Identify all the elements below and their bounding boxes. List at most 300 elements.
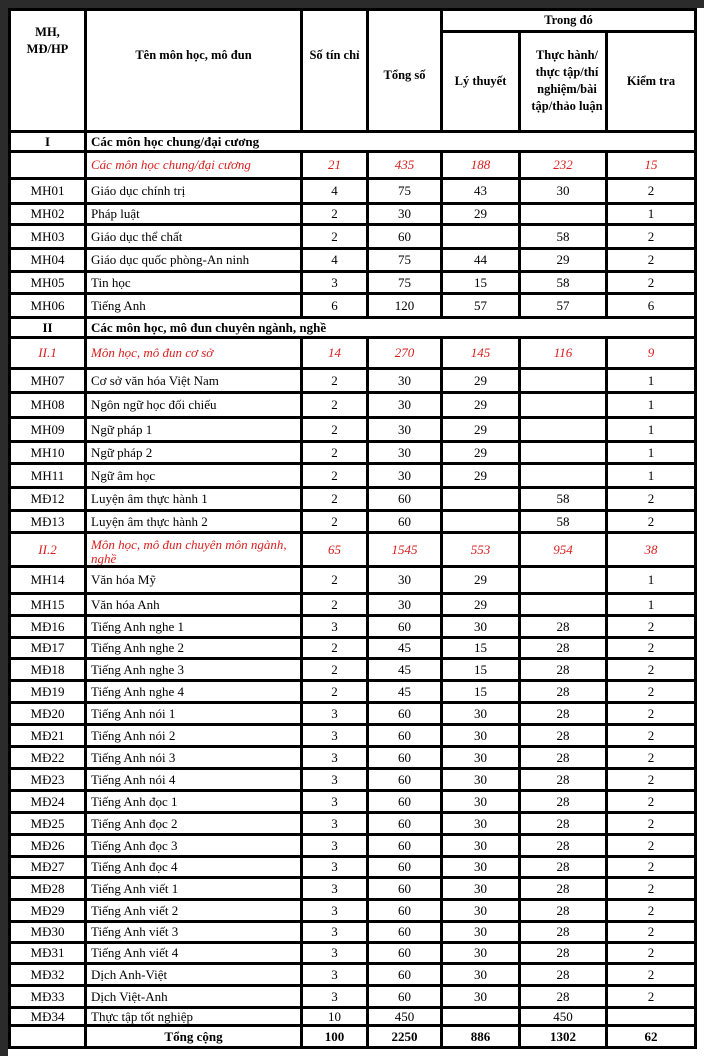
row-exam: 9 (647, 345, 655, 360)
row-theory: 553 (470, 541, 491, 557)
grid-line (605, 565, 608, 595)
grid-line (8, 1024, 697, 1027)
row-name: Môn học, mô đun chuyên môn ngành, nghề (91, 537, 287, 566)
row-name: Văn hóa Mỹ (91, 572, 156, 587)
row-theory: 29 (474, 444, 487, 460)
grid-line (440, 531, 443, 568)
row-practice: 28 (556, 618, 570, 634)
row-credits: 2 (331, 513, 338, 529)
row-total-hours: 75 (398, 183, 411, 198)
grid-line (8, 531, 697, 534)
grid-line (440, 292, 443, 319)
grid-line (605, 462, 608, 489)
row-exam: 2 (647, 491, 655, 506)
grid-line (8, 367, 697, 370)
row-theory: 30 (474, 988, 487, 1004)
row-code: MĐ26 (30, 837, 65, 853)
row-code: MH11 (30, 467, 65, 483)
grid-line (300, 416, 303, 443)
grid-line (366, 531, 369, 568)
row-code: II.2 (38, 541, 57, 557)
header-credits: Số tín chỉ (309, 47, 360, 62)
row-exam: 2 (647, 513, 655, 529)
row-name: Tiếng Anh đọc 2 (91, 815, 178, 831)
grid-line (366, 336, 369, 370)
row-credits: 4 (331, 183, 338, 198)
row-code: MĐ17 (30, 640, 65, 655)
row-total-hours: 45 (398, 661, 411, 677)
row-credits: 3 (331, 859, 338, 874)
row-theory: 30 (474, 749, 487, 765)
row-theory: 44 (474, 252, 487, 267)
grid-line (440, 391, 443, 419)
row-credits: 2 (331, 372, 338, 388)
row-theory (443, 1008, 518, 1024)
row-code: II.1 (38, 345, 57, 360)
row-total-hours: 30 (398, 467, 411, 483)
row-practice: 29 (556, 252, 570, 267)
grid-line (440, 416, 443, 443)
row-exam: 2 (647, 988, 655, 1004)
grid-line (366, 565, 369, 595)
row-practice: 28 (556, 705, 570, 721)
row-practice: 28 (556, 640, 570, 655)
row-total-hours: 2250 (391, 1028, 418, 1044)
row-name: Các môn học chung/đại cương (91, 157, 251, 172)
row-total-hours: 60 (398, 837, 411, 853)
grid-line (605, 292, 608, 319)
row-total-hours: 60 (398, 924, 411, 939)
row-total-hours: 60 (398, 749, 411, 765)
grid-line (8, 855, 697, 858)
row-name: Tiếng Anh đọc 4 (91, 859, 178, 874)
row-practice: 28 (556, 815, 570, 831)
row-credits: 3 (331, 793, 338, 809)
row-theory: 29 (474, 372, 487, 388)
row-practice (521, 393, 605, 416)
row-name: Giáo dục thể chất (91, 228, 183, 244)
row-theory: 57 (474, 297, 487, 313)
row-exam: 2 (647, 966, 655, 982)
row-code: MH02 (30, 206, 65, 221)
grid-line (8, 223, 697, 226)
row-code: II (42, 319, 53, 335)
row-total-hours: 75 (398, 274, 411, 290)
row-practice: 57 (556, 297, 570, 313)
grid-line (300, 531, 303, 568)
grid-line (518, 30, 521, 130)
row-name: Tiếng Anh nghe 3 (91, 661, 185, 677)
row-exam: 2 (647, 859, 655, 874)
row-exam: 2 (647, 815, 655, 831)
grid-line (300, 336, 303, 370)
grid-line (366, 177, 369, 205)
row-name: Ngữ âm học (91, 467, 156, 483)
row-exam: 2 (647, 749, 655, 765)
grid-line (8, 767, 697, 770)
grid-line (8, 202, 697, 205)
row-credits: 3 (331, 966, 338, 982)
row-credits: 2 (331, 467, 338, 483)
grid-line (366, 292, 369, 319)
row-practice (521, 442, 605, 462)
row-code: MĐ23 (30, 771, 65, 787)
grid-line (8, 636, 697, 639)
grid-line (518, 223, 521, 250)
grid-line (8, 920, 697, 923)
row-total-hours: 60 (398, 815, 411, 831)
row-code (11, 1026, 84, 1046)
row-credits: 3 (331, 902, 338, 918)
row-exam: 2 (647, 924, 655, 939)
row-exam: 2 (647, 618, 655, 634)
row-name: Tiếng Anh nói 3 (91, 749, 176, 765)
row-exam: 2 (647, 661, 655, 677)
grid-line (8, 941, 697, 944)
row-practice (521, 464, 605, 486)
row-code: MH01 (30, 183, 65, 198)
row-number-gutter (0, 0, 8, 1056)
grid-line (8, 391, 697, 394)
row-code: MĐ31 (30, 945, 65, 960)
row-section-title: Các môn học, mô đun chuyên ngành, nghề (91, 319, 327, 335)
row-practice: 28 (556, 661, 570, 677)
row-total-hours: 30 (398, 444, 411, 460)
row-exam: 62 (644, 1028, 658, 1044)
row-name: Dịch Việt-Anh (91, 988, 168, 1004)
row-code: MĐ33 (30, 988, 65, 1004)
grid-line (8, 270, 697, 273)
row-total-hours: 75 (398, 252, 411, 267)
grid-line (605, 367, 608, 394)
row-theory: 188 (470, 157, 491, 172)
grid-line (8, 701, 697, 704)
row-code: MĐ32 (30, 966, 65, 982)
row-theory: 886 (470, 1028, 491, 1044)
row-code: MH06 (30, 297, 65, 313)
grid-line (300, 462, 303, 489)
row-theory: 29 (474, 206, 487, 221)
row-name: Tiếng Anh viết 1 (91, 880, 179, 896)
grid-line (84, 8, 87, 1049)
row-credits: 2 (331, 491, 338, 506)
row-total-hours: 60 (398, 705, 411, 721)
row-total-hours: 60 (398, 727, 411, 743)
grid-line (8, 811, 697, 814)
row-name: Tiếng Anh nói 4 (91, 771, 176, 787)
grid-line (8, 614, 697, 617)
row-code: MĐ12 (30, 491, 65, 506)
row-theory: 15 (474, 640, 487, 655)
row-credits: 3 (331, 705, 338, 721)
row-code: MĐ19 (30, 683, 65, 699)
row-credits: 3 (331, 945, 338, 960)
row-exam: 1 (647, 596, 655, 612)
grid-line (694, 8, 697, 1049)
row-theory: 145 (470, 345, 491, 360)
grid-line (8, 336, 697, 339)
row-total-hours: 435 (394, 157, 415, 172)
row-credits: 2 (331, 206, 338, 221)
row-total-hours: 30 (398, 421, 411, 437)
row-practice: 28 (556, 859, 570, 874)
row-total-hours: 1545 (391, 541, 418, 557)
row-theory: 29 (474, 572, 487, 587)
row-total-hours: 450 (394, 1008, 415, 1024)
row-practice: 954 (553, 541, 573, 557)
row-code: MĐ13 (30, 513, 65, 529)
grid-line (300, 367, 303, 394)
row-name: Tiếng Anh đọc 3 (91, 837, 178, 853)
row-practice: 28 (556, 771, 570, 787)
grid-line (300, 8, 303, 130)
row-total-hours: 60 (398, 859, 411, 874)
row-code: MĐ18 (30, 661, 65, 677)
grid-line (605, 391, 608, 419)
grid-line (366, 150, 369, 180)
row-exam: 2 (647, 683, 655, 699)
row-theory: 30 (474, 837, 487, 853)
row-total-hours: 60 (398, 988, 411, 1004)
row-theory: 30 (474, 924, 487, 939)
row-code: MH15 (30, 596, 65, 612)
row-total-hours: 30 (398, 372, 411, 388)
grid-line (366, 223, 369, 250)
row-exam: 2 (647, 945, 655, 960)
row-exam: 2 (647, 640, 655, 655)
row-name: Giáo dục chính trị (91, 183, 186, 198)
grid-line (366, 416, 369, 443)
row-practice: 1302 (550, 1028, 576, 1044)
grid-line (605, 30, 608, 130)
row-practice: 58 (556, 274, 570, 290)
row-name: Tiếng Anh viết 3 (91, 924, 179, 939)
row-theory: 30 (474, 815, 487, 831)
grid-line (605, 150, 608, 180)
grid-line (518, 150, 521, 180)
row-total-hours: 60 (398, 771, 411, 787)
row-total-hours: 30 (398, 572, 411, 587)
row-theory: 30 (474, 966, 487, 982)
row-total-hours: 60 (398, 491, 411, 506)
grid-line (8, 509, 697, 512)
row-credits: 3 (331, 618, 338, 634)
row-credits: 21 (328, 157, 341, 172)
grid-line (8, 1046, 697, 1049)
grid-line (8, 462, 697, 465)
row-code: I (44, 133, 51, 149)
row-exam: 1 (647, 467, 655, 483)
row-exam: 2 (647, 837, 655, 853)
row-code: MH03 (30, 228, 65, 244)
row-name: Ngữ pháp 2 (91, 444, 153, 460)
row-practice (521, 369, 605, 391)
grid-line (440, 462, 443, 489)
row-theory: 30 (474, 880, 487, 896)
row-credits: 3 (331, 749, 338, 765)
row-name: Tiếng Anh nghe 2 (91, 640, 185, 655)
row-name: Tiếng Anh nói 1 (91, 705, 176, 721)
row-credits: 2 (331, 640, 338, 655)
row-theory: 30 (474, 618, 487, 634)
grid-line (605, 531, 608, 568)
row-code: MH07 (30, 372, 65, 388)
row-code: MĐ34 (30, 1008, 65, 1024)
row-code: MĐ28 (30, 880, 65, 896)
row-practice: 28 (556, 945, 570, 960)
row-code: MĐ16 (30, 618, 65, 634)
row-credits: 2 (331, 683, 338, 699)
row-name: Tiếng Anh nói 2 (91, 727, 176, 743)
grid-line (366, 1024, 369, 1049)
grid-line (8, 592, 697, 595)
grid-line (440, 177, 443, 205)
row-theory (443, 488, 518, 509)
row-exam: 15 (644, 157, 658, 172)
grid-line (8, 962, 697, 965)
grid-line (8, 416, 697, 419)
row-exam: 2 (647, 274, 655, 290)
row-code: MĐ27 (30, 859, 65, 874)
row-practice: 28 (556, 880, 570, 896)
grid-line (440, 565, 443, 595)
grid-line (440, 1024, 443, 1049)
row-exam: 1 (647, 421, 655, 437)
row-theory (443, 225, 518, 247)
grid-line (518, 531, 521, 568)
grid-line (518, 367, 521, 394)
row-code: MĐ24 (30, 793, 65, 809)
row-name: Tiếng Anh nghe 1 (91, 618, 185, 634)
row-practice: 58 (556, 491, 570, 506)
row-name: Văn hóa Anh (91, 596, 160, 612)
header-group: Trong đó (544, 12, 593, 27)
grid-line (366, 8, 369, 130)
row-name: Tin học (91, 274, 131, 290)
row-exam: 2 (647, 228, 655, 244)
row-code: MH14 (30, 572, 65, 587)
row-exam: 2 (647, 771, 655, 787)
row-practice: 28 (556, 793, 570, 809)
row-practice (521, 594, 605, 614)
row-exam: 1 (647, 397, 655, 412)
row-practice: 28 (556, 966, 570, 982)
grid-line (605, 416, 608, 443)
grid-line (8, 833, 697, 836)
column-header-strip (0, 0, 704, 8)
row-total-hours: 60 (398, 513, 411, 529)
row-practice: 28 (556, 988, 570, 1004)
row-code: MĐ29 (30, 902, 65, 918)
row-credits: 2 (331, 228, 338, 244)
grid-line (8, 984, 697, 987)
row-theory: 30 (474, 902, 487, 918)
row-theory (443, 511, 518, 531)
grid-line (8, 898, 697, 901)
row-exam: 2 (647, 727, 655, 743)
row-practice: 28 (556, 683, 570, 699)
row-theory: 15 (474, 683, 487, 699)
grid-line (518, 292, 521, 319)
grid-line (8, 486, 697, 489)
row-name: Ngữ pháp 1 (91, 421, 153, 437)
grid-line (605, 336, 608, 370)
row-theory: 30 (474, 727, 487, 743)
row-code: MĐ21 (30, 727, 65, 743)
grid-line (518, 1024, 521, 1049)
row-credits: 2 (331, 596, 338, 612)
row-credits: 3 (331, 771, 338, 787)
row-credits: 2 (331, 661, 338, 677)
grid-line (366, 391, 369, 419)
grid-line (300, 150, 303, 180)
row-practice: 450 (553, 1008, 573, 1024)
row-exam: 1 (647, 206, 655, 221)
row-theory: 30 (474, 705, 487, 721)
row-total-hours: 30 (398, 596, 411, 612)
row-credits: 65 (328, 541, 341, 557)
grid-line (518, 336, 521, 370)
row-name: Thực tập tốt nghiệp (91, 1008, 193, 1024)
row-credits: 3 (331, 988, 338, 1004)
row-code: MĐ30 (30, 924, 65, 939)
grid-line (8, 679, 697, 682)
row-practice (521, 204, 605, 223)
grid-line (8, 130, 697, 133)
grid-line (300, 223, 303, 250)
row-theory: 15 (474, 661, 487, 677)
grid-line (440, 367, 443, 394)
row-credits: 10 (328, 1008, 341, 1024)
grid-line (300, 177, 303, 205)
header-total: Tổng số (383, 67, 426, 82)
row-total-hours: 30 (398, 206, 411, 221)
grid-line (8, 8, 11, 1049)
row-credits: 3 (331, 837, 338, 853)
grid-line (366, 367, 369, 394)
row-name: Tiếng Anh đọc 1 (91, 793, 178, 809)
row-code: MH04 (30, 252, 65, 267)
row-code (11, 152, 84, 177)
row-credits: 100 (324, 1028, 345, 1044)
row-name: Môn học, mô đun cơ sở (91, 345, 214, 360)
grid-line (440, 150, 443, 180)
grid-line (300, 1024, 303, 1049)
row-total-hours: 270 (394, 345, 415, 360)
row-practice (521, 567, 605, 592)
row-total-hours: 60 (398, 966, 411, 982)
row-exam: 2 (647, 793, 655, 809)
row-theory: 30 (474, 859, 487, 874)
row-credits: 2 (331, 572, 338, 587)
grid-line (518, 177, 521, 205)
row-total-hours: 60 (398, 945, 411, 960)
row-name: Tiếng Anh viết 2 (91, 902, 179, 918)
grid-line (8, 177, 697, 180)
row-name: Dịch Anh-Việt (91, 966, 168, 982)
row-code: MH09 (30, 421, 65, 437)
row-exam: 1 (647, 444, 655, 460)
row-exam (608, 1008, 694, 1024)
grid-line (8, 292, 697, 295)
grid-line (8, 876, 697, 879)
row-name: Tiếng Anh viết 4 (91, 945, 179, 960)
row-total-hours: 60 (398, 902, 411, 918)
row-theory: 29 (474, 397, 487, 412)
row-practice: 58 (556, 228, 570, 244)
row-total-hours: 120 (394, 297, 415, 313)
grid-line (8, 150, 697, 153)
